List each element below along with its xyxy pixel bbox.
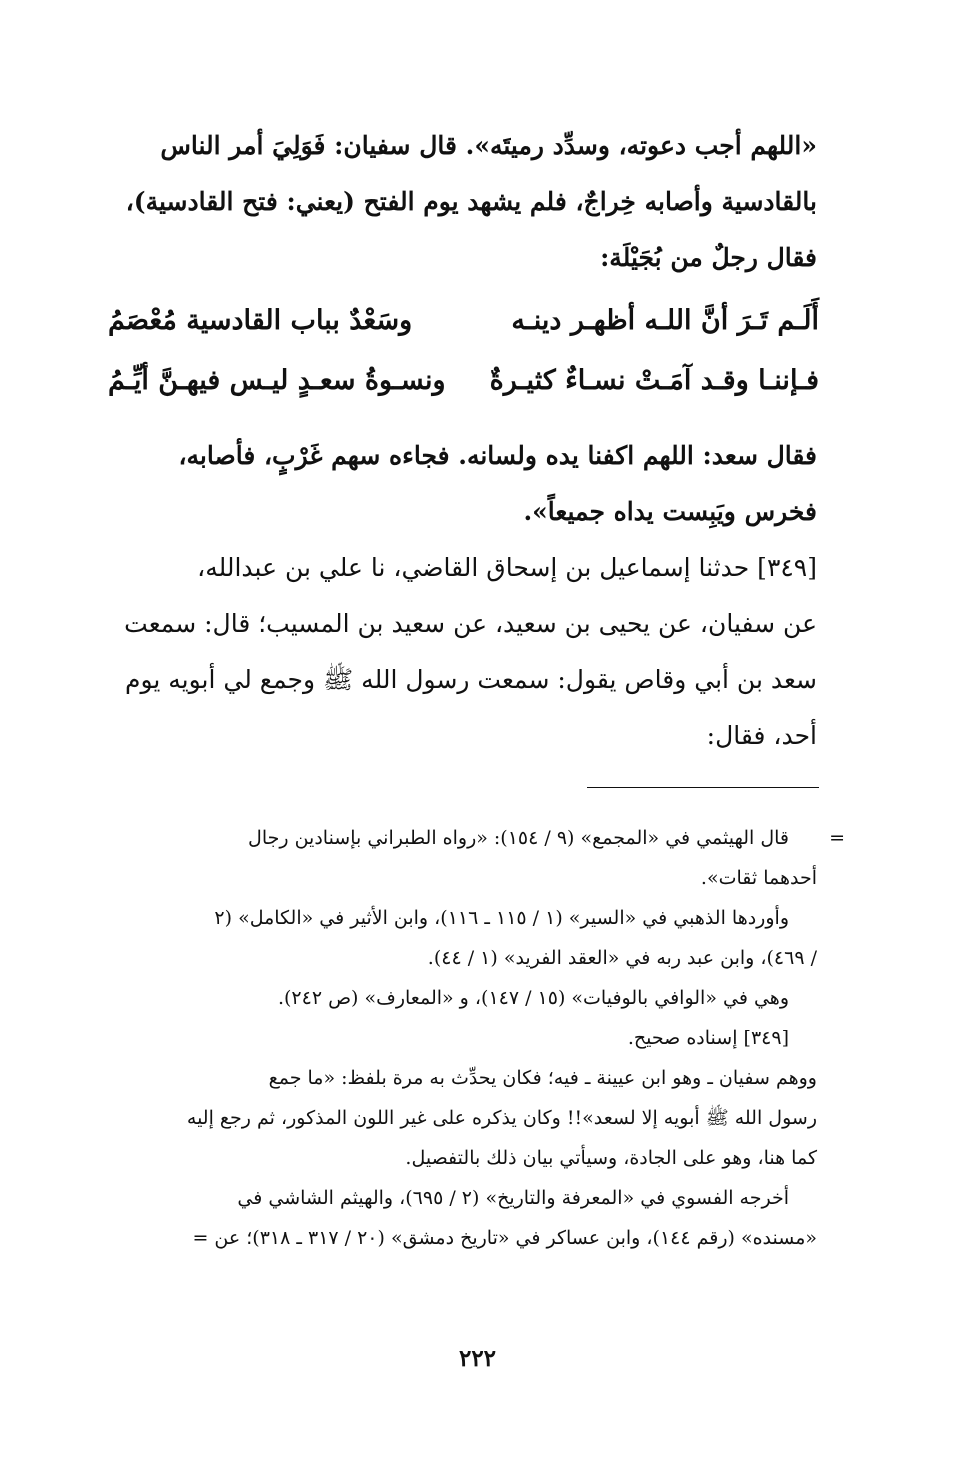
text-line: فقال سعد: اللهم اكفنا يده ولسانه. فجاءه سهم غَرْبٍ، فأصابه، <box>178 441 817 470</box>
footnotes <box>110 818 845 1258</box>
text-line: عن سفيان، عن يحيى بن سعيد، عن سعيد بن المسيب؛ قال: سمعت <box>124 609 817 638</box>
text-line: «اللهم أجب دعوته، وسدِّد رميتَه». قال سفيان: فَوَلِيَ أمر الناس <box>160 131 817 160</box>
text-line: فقال رجلٌ من بُجَيْلَة: <box>600 243 817 272</box>
footnote-line: [٣٤٩] إسناده صحيح. <box>627 1027 789 1049</box>
footnote-text: قال الهيثمي في «المجمع» (٩ / ١٥٤): «رواه الطبراني بإسنادين رجال <box>248 827 789 849</box>
footnote-line: وأوردها الذهبي في «السير» (١ / ١١٥ ـ ١١٦)، وابن الأثير في «الكامل» (٢ <box>214 907 789 929</box>
footnote-line: كما هنا، وهو على الجادة، وسيأتي بيان ذلك بالتفصيل. <box>405 1147 817 1169</box>
footnote-line: أحدهما ثقات». <box>700 867 817 889</box>
footnote-line: رسول الله ﷺ أبويه إلا لسعد»!! وكان يذكره على غير اللون المذكور، ثم رجع إليه <box>186 1107 817 1129</box>
footnote-line: «مسنده» (رقم ١٤٤)، وابن عساكر في «تاريخ دمشق» (٢٠ / ٣١٧ ـ ٣١٨)؛ عن = <box>192 1227 817 1249</box>
footnote-separator <box>587 787 819 788</box>
footnote-line: وهي في «الوافي بالوفيات» (١٥ / ١٤٧)، و «المعارف» (ص ٢٤٢). <box>277 987 789 1009</box>
verse-first-hemistich: أَلَـم تَـرَ أنَّ اللـه أظهـر دينـه <box>511 304 819 336</box>
footnote-line: / ٤٦٩)، وابن عبد ربه في «العقد الفريد» (١ / ٤٤). <box>427 947 817 969</box>
page-number: ٢٢٢ <box>458 1345 497 1372</box>
text-line: فخرس ويَبِست يداه جميعاً». <box>523 497 817 526</box>
continuation-mark: = <box>829 827 845 849</box>
verse-second-hemistich: ونسـوةُ سعـدٍ ليـس فيهـنَّ أيِّـمُ <box>108 364 446 396</box>
poetry-verse <box>108 350 819 410</box>
hadith-paragraph <box>110 540 817 764</box>
footnote-line: ووهم سفيان ـ وهو ابن عيينة ـ فيه؛ فكان يحدِّث به مرة بلفظ: «ما جمع <box>268 1067 817 1089</box>
intro-paragraph <box>110 118 817 286</box>
text-line: سعد بن أبي وقاص يقول: سمعت رسول الله ﷺ وجمع لي أبويه يوم <box>124 665 817 694</box>
verse-second-hemistich: وسَعْدٌ بباب القادسية مُعْصَمُ <box>108 304 413 336</box>
text-line: أحد، فقال: <box>706 721 817 750</box>
footnote-line: أخرجه الفسوي في «المعرفة والتاريخ» (٢ / ٦٩٥)، والهيثم الشاشي في <box>237 1187 789 1209</box>
verse-first-hemistich: فـإننـا وقـد آمَـتْ نسـاءٌ كثيـرةٌ <box>489 364 819 396</box>
text-line: [٣٤٩] حدثنا إسماعيل بن إسحاق القاضي، نا علي بن عبدالله، <box>197 553 817 582</box>
text-line: بالقادسية وأصابه خِراجٌ، فلم يشهد يوم الفتح (يعني: فتح القادسية)، <box>125 187 817 216</box>
after-verse-paragraph <box>110 428 817 540</box>
footnote-line <box>110 818 845 858</box>
poetry-verse <box>108 290 819 350</box>
